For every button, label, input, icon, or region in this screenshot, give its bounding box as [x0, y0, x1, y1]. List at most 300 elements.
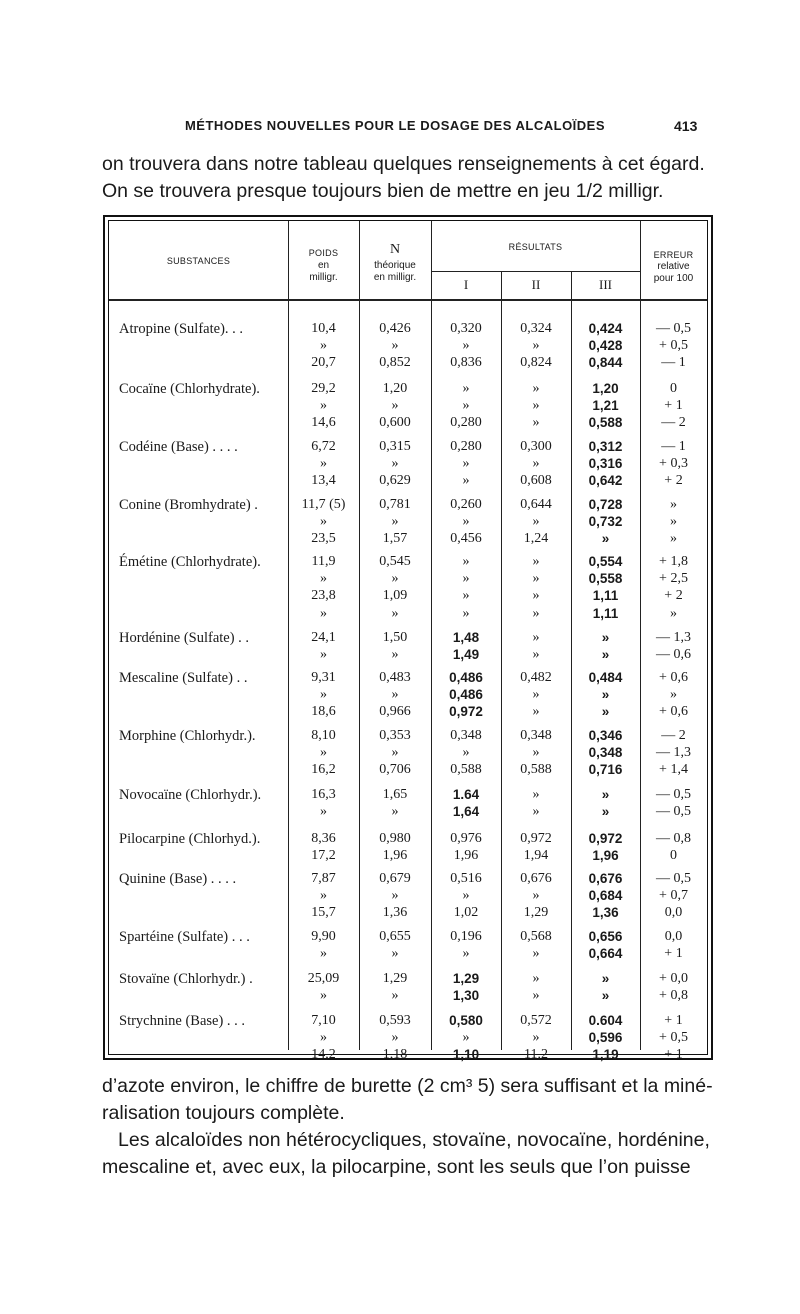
- table-cell: »: [320, 988, 327, 1004]
- table-cell: »: [462, 946, 470, 962]
- table-cell: 0,554: [588, 554, 623, 569]
- table-cell: 0,348: [450, 728, 482, 743]
- table-cell: 13,4: [311, 473, 336, 489]
- table-cell: 10,4: [311, 321, 336, 336]
- table-cell: 8,36: [311, 831, 336, 846]
- table-cell: + 1: [664, 946, 683, 962]
- table-row: [109, 456, 709, 473]
- table-row: [109, 728, 709, 745]
- table-cell: 1,96: [382, 848, 408, 864]
- table-cell: »: [532, 787, 540, 802]
- table-cell: »: [532, 647, 540, 663]
- header-result-1: I: [463, 277, 469, 292]
- running-header: [0, 118, 800, 138]
- table-row: [109, 630, 709, 647]
- table-cell: 0,196: [450, 929, 482, 944]
- table-cell: 0,484: [588, 670, 623, 685]
- table-cell: 15,7: [311, 905, 336, 921]
- table-cell: — 1: [661, 439, 686, 454]
- table-cell: 8,10: [311, 728, 336, 743]
- table-cell: »: [601, 787, 610, 802]
- header-n-unit: en milligr.: [373, 272, 417, 283]
- table-cell: 0,426: [379, 321, 411, 336]
- table-cell: 1,96: [592, 848, 619, 864]
- table-cell: 20,7: [311, 355, 336, 371]
- table-cell: 0: [670, 381, 677, 396]
- substance-name: Novocaïne (Chlorhydr.).: [119, 787, 262, 803]
- table-cell: 1,09: [382, 588, 408, 604]
- table-cell: »: [462, 514, 470, 530]
- table-cell: + 1: [664, 398, 683, 414]
- table-cell: 0,312: [588, 439, 623, 454]
- table-cell: 1,19: [592, 1047, 619, 1063]
- table-cell: + 0,5: [659, 1030, 688, 1046]
- table-row: [109, 804, 709, 821]
- table-cell: — 1,3: [656, 745, 691, 761]
- table-cell: 0,728: [588, 497, 623, 512]
- table-row: [109, 670, 709, 687]
- outro-line: d’azote environ, le chiffre de burette (2 cm³ 5) sera suffisant et la miné-: [102, 1075, 713, 1097]
- table-cell: 0,656: [588, 929, 623, 944]
- table-cell: 0,844: [588, 355, 623, 371]
- header-erreur-relative: relative: [657, 261, 690, 272]
- table-cell: 0,348: [588, 745, 623, 761]
- table-cell: 0,320: [450, 321, 482, 336]
- table-cell: »: [601, 630, 610, 645]
- table-row: [109, 497, 709, 514]
- table-cell: 0,588: [450, 762, 482, 778]
- table-cell: »: [462, 605, 470, 621]
- table-cell: 0: [670, 848, 677, 864]
- header-poids-en: en: [317, 260, 330, 271]
- table-row: [109, 831, 709, 848]
- table-cell: 0,679: [379, 871, 411, 886]
- table-cell: »: [320, 338, 327, 354]
- table-cell: 0,706: [379, 762, 411, 778]
- substance-name: Émétine (Chlorhydrate).: [119, 554, 261, 570]
- table-cell: »: [601, 804, 610, 820]
- table-cell: 1,48: [452, 630, 480, 645]
- table-cell: 0,976: [450, 831, 482, 846]
- table-cell: 0,664: [588, 946, 623, 962]
- table-cell: 0,280: [450, 439, 482, 454]
- table-row: [109, 1047, 709, 1064]
- table-cell: 0,324: [520, 321, 552, 336]
- substance-name: Stovaïne (Chlorhydr.) .: [119, 971, 253, 987]
- table-cell: 0,824: [520, 355, 552, 371]
- table-cell: + 0,6: [659, 670, 688, 685]
- table-cell: »: [601, 988, 610, 1004]
- table-cell: »: [670, 497, 677, 512]
- table-cell: »: [391, 988, 399, 1004]
- table-cell: »: [601, 647, 610, 663]
- table-cell: + 1: [664, 1047, 683, 1063]
- table-cell: »: [462, 398, 470, 414]
- table-cell: — 0,5: [656, 804, 691, 820]
- table-cell: »: [391, 605, 399, 621]
- table-cell: 1,29: [452, 971, 480, 986]
- table-cell: 1,65: [382, 787, 408, 802]
- table-cell: »: [320, 946, 327, 962]
- table-cell: »: [391, 1030, 399, 1046]
- table-cell: 0,516: [450, 871, 482, 886]
- table-cell: + 0,8: [659, 988, 688, 1004]
- table-cell: + 1,4: [659, 762, 688, 778]
- table-row: [109, 473, 709, 490]
- table-cell: »: [532, 571, 540, 587]
- table-cell: 0,972: [588, 831, 623, 846]
- table-cell: »: [532, 804, 540, 820]
- table-row: [109, 946, 709, 963]
- table-cell: 14,6: [311, 415, 336, 431]
- table-cell: »: [320, 687, 327, 703]
- table-cell: »: [532, 630, 540, 645]
- table-cell: 0,966: [379, 704, 411, 720]
- substance-name: Spartéine (Sulfate) . . .: [119, 929, 250, 945]
- table-cell: 25,09: [307, 971, 340, 986]
- table-cell: »: [532, 888, 540, 904]
- table-row: [109, 355, 709, 372]
- table-cell: »: [320, 745, 327, 761]
- table-inner-border: [108, 220, 708, 1063]
- table-cell: »: [462, 456, 470, 472]
- table-row: [109, 762, 709, 779]
- table-cell: »: [391, 946, 399, 962]
- table-cell: »: [462, 473, 470, 489]
- substance-name: Atropine (Sulfate). . .: [119, 321, 244, 337]
- table-cell: 0,972: [449, 704, 483, 720]
- table-cell: »: [532, 554, 540, 569]
- table-cell: »: [601, 687, 610, 703]
- table-cell: 18,6: [311, 704, 336, 720]
- table-cell: 0,482: [520, 670, 552, 685]
- table-row: [109, 871, 709, 888]
- table-cell: — 0,8: [656, 831, 691, 846]
- header-result-2: II: [531, 277, 541, 292]
- table-cell: 16,2: [311, 762, 336, 778]
- table-row: [109, 321, 709, 338]
- table-cell: 0,600: [379, 415, 411, 431]
- table-cell: 0,316: [588, 456, 623, 472]
- substance-name: Hordénine (Sulfate) . .: [119, 630, 250, 646]
- header-poids-unit: milligr.: [309, 272, 338, 283]
- table-cell: 0,676: [520, 871, 552, 886]
- table-cell: »: [532, 988, 540, 1004]
- table-cell: + 0,3: [659, 456, 688, 472]
- table-cell: »: [462, 888, 470, 904]
- table-cell: 0,836: [450, 355, 482, 371]
- table-cell: »: [462, 338, 470, 354]
- table-cell: »: [532, 338, 540, 354]
- substance-name: Strychnine (Base) . . .: [119, 1013, 246, 1029]
- table-cell: 0,568: [520, 929, 552, 944]
- table-cell: »: [391, 888, 399, 904]
- table-cell: + 1: [664, 1013, 683, 1028]
- substance-name: Cocaïne (Chlorhydrate).: [119, 381, 260, 397]
- table-cell: 1,29: [382, 971, 408, 986]
- table-cell: 1,36: [592, 905, 619, 921]
- table-cell: 0,260: [450, 497, 482, 512]
- table-cell: 0,972: [520, 831, 552, 846]
- table-cell: »: [391, 647, 399, 663]
- table-cell: 0,644: [520, 497, 552, 512]
- table-cell: »: [391, 804, 399, 820]
- table-row: [109, 606, 709, 623]
- table-cell: »: [532, 946, 540, 962]
- table-row: [109, 571, 709, 588]
- table-cell: 0,716: [588, 762, 623, 778]
- table-cell: 0,980: [379, 831, 411, 846]
- running-title: MÉTHODES NOUVELLES POUR LE DOSAGE DES ALCALOÏDES: [184, 118, 606, 133]
- table-cell: »: [532, 456, 540, 472]
- table-cell: + 0,6: [659, 704, 688, 720]
- table-row: [109, 929, 709, 946]
- table-cell: 29,2: [311, 381, 336, 396]
- table-row: [109, 554, 709, 571]
- table-cell: »: [320, 398, 327, 414]
- table-cell: 0,732: [588, 514, 623, 530]
- header-erreur-pour-100: pour 100: [653, 273, 694, 284]
- header-n-theorique: théorique: [374, 260, 416, 271]
- table-cell: 1,64: [452, 804, 480, 820]
- table-cell: 17,2: [311, 848, 336, 864]
- table-cell: »: [320, 804, 327, 820]
- table-cell: 23,5: [311, 531, 336, 547]
- substance-name: Morphine (Chlorhydr.).: [119, 728, 256, 744]
- table-cell: »: [670, 687, 677, 703]
- table-cell: 1,49: [452, 647, 480, 663]
- table-cell: »: [462, 571, 470, 587]
- table-cell: — 1: [661, 355, 686, 371]
- table-cell: »: [391, 745, 399, 761]
- table-cell: — 1,3: [656, 630, 691, 645]
- table-row: [109, 588, 709, 605]
- table-row: [109, 745, 709, 762]
- table-cell: 0,486: [449, 670, 483, 685]
- table-cell: »: [320, 456, 327, 472]
- table-cell: 0,781: [379, 497, 411, 512]
- table-cell: 0,346: [588, 728, 623, 743]
- table-row: [109, 787, 709, 804]
- table-row: [109, 848, 709, 865]
- table-cell: 16,3: [311, 787, 336, 802]
- table-row: [109, 415, 709, 432]
- substance-name: Pilocarpine (Chlorhyd.).: [119, 831, 261, 847]
- table-cell: 1,96: [453, 848, 479, 864]
- table-cell: 0,596: [588, 1030, 623, 1046]
- table-cell: »: [532, 704, 540, 720]
- table-row: [109, 971, 709, 988]
- table-cell: 0,655: [379, 929, 411, 944]
- table-cell: 1,94: [523, 848, 549, 864]
- table-cell: 1.64: [452, 787, 480, 802]
- table-cell: 0.604: [588, 1013, 623, 1028]
- table-cell: + 2: [664, 473, 683, 489]
- substance-name: Quinine (Base) . . . .: [119, 871, 237, 887]
- table-cell: 1,50: [382, 630, 408, 645]
- header-result-3: III: [599, 277, 612, 292]
- table-cell: 14,2: [311, 1047, 336, 1063]
- table-cell: + 2: [664, 588, 683, 604]
- table-cell: »: [532, 1030, 540, 1046]
- table-cell: »: [601, 531, 610, 547]
- table-cell: 0,428: [588, 338, 623, 354]
- table-cell: »: [462, 554, 470, 569]
- table-cell: 0,348: [520, 728, 552, 743]
- table-cell: »: [670, 531, 677, 547]
- table-cell: 1,02: [453, 905, 479, 921]
- table-cell: 0,629: [379, 473, 411, 489]
- table-row: [109, 687, 709, 704]
- table-cell: 1,18: [382, 1047, 408, 1063]
- header-substances: SUBSTANCES: [166, 256, 231, 266]
- table-cell: »: [320, 647, 327, 663]
- substance-name: Codéine (Base) . . . .: [119, 439, 238, 455]
- table-cell: »: [391, 338, 399, 354]
- table-row: [109, 1030, 709, 1047]
- table-cell: 1,10: [452, 1047, 480, 1063]
- table-cell: »: [391, 571, 399, 587]
- table-cell: 0,483: [379, 670, 411, 685]
- table-cell: »: [391, 398, 399, 414]
- table-cell: »: [532, 415, 540, 431]
- table-cell: »: [532, 588, 540, 604]
- table-row: [109, 1013, 709, 1030]
- table-cell: 0,572: [520, 1013, 552, 1028]
- table-row: [109, 439, 709, 456]
- table-cell: 0,280: [450, 415, 482, 431]
- table-cell: 0,424: [588, 321, 623, 336]
- table-cell: »: [462, 381, 470, 396]
- table-cell: »: [601, 704, 610, 720]
- outro-line: mescaline et, avec eux, la pilocarpine, sont les seuls que l’on puisse: [102, 1156, 691, 1178]
- table-cell: »: [391, 687, 399, 703]
- table-cell: — 2: [661, 415, 686, 431]
- table-cell: + 0,5: [659, 338, 688, 354]
- table-cell: »: [532, 381, 540, 396]
- table-cell: 0,353: [379, 728, 411, 743]
- table-cell: 1,11: [592, 605, 619, 621]
- table-cell: 0,676: [588, 871, 623, 886]
- intro-line: On se trouvera presque toujours bien de mettre en jeu 1/2 milligr.: [102, 180, 664, 202]
- table-cell: 0,608: [520, 473, 552, 489]
- table-cell: — 0,5: [656, 871, 691, 886]
- table-cell: 1,11: [592, 588, 619, 604]
- table-cell: »: [532, 745, 540, 761]
- table-cell: 0,545: [379, 554, 411, 569]
- table-cell: 1,24: [523, 531, 549, 547]
- table-cell: 0,0: [664, 905, 683, 921]
- table-cell: 9,90: [311, 929, 336, 944]
- table-cell: »: [391, 514, 399, 530]
- table-cell: »: [532, 514, 540, 530]
- table-cell: 0,642: [588, 473, 623, 489]
- table-cell: 9,31: [311, 670, 336, 685]
- table-row: [109, 704, 709, 721]
- table-row: [109, 531, 709, 548]
- table-cell: 0,315: [379, 439, 411, 454]
- table-cell: + 2,5: [659, 571, 688, 587]
- table-cell: 24,1: [311, 630, 336, 645]
- table-cell: »: [462, 588, 470, 604]
- table-cell: »: [391, 456, 399, 472]
- table-cell: »: [532, 605, 540, 621]
- table-cell: 0,684: [588, 888, 623, 904]
- table-cell: »: [320, 1030, 327, 1046]
- table-cell: — 0,6: [656, 647, 691, 663]
- table-cell: »: [601, 971, 610, 986]
- table-cell: 1,20: [592, 381, 619, 396]
- table-row: [109, 514, 709, 531]
- table-cell: 1,29: [523, 905, 549, 921]
- table-cell: »: [532, 971, 540, 986]
- table-row: [109, 647, 709, 664]
- table-cell: 11,2: [524, 1047, 548, 1063]
- table-cell: 0,593: [379, 1013, 411, 1028]
- table-cell: 1,36: [382, 905, 408, 921]
- page-number: 413: [674, 118, 698, 134]
- outro-paragraph: [102, 1073, 714, 1181]
- table-row: [109, 905, 709, 922]
- table-row: [109, 338, 709, 355]
- table-cell: — 2: [661, 728, 686, 743]
- table-cell: — 0,5: [656, 321, 691, 336]
- table-cell: »: [462, 745, 470, 761]
- header-erreur: ERREUR: [653, 250, 694, 260]
- table-cell: »: [670, 514, 677, 530]
- table-cell: 7,87: [311, 871, 336, 886]
- table-cell: 0,558: [588, 571, 623, 587]
- table-cell: »: [532, 687, 540, 703]
- header-poids: POIDS: [308, 248, 339, 258]
- table-row: [109, 381, 709, 398]
- table-cell: + 0,0: [659, 971, 688, 986]
- table-cell: 1,21: [592, 398, 619, 414]
- table-cell: 0,588: [588, 415, 623, 431]
- substance-name: Conine (Bromhydrate) .: [119, 497, 258, 513]
- table-cell: + 1,8: [659, 554, 688, 569]
- table-cell: 0,852: [379, 355, 411, 371]
- header-resultats: RÉSULTATS: [508, 242, 563, 252]
- table-cell: 0,456: [450, 531, 482, 547]
- table-cell: 0,0: [664, 929, 683, 944]
- table-cell: »: [462, 1030, 470, 1046]
- header-n: N: [389, 242, 401, 257]
- table-cell: 6,72: [311, 439, 336, 454]
- table-cell: + 0,7: [659, 888, 688, 904]
- outro-line: ralisation toujours complète.: [102, 1102, 345, 1124]
- table-cell: — 0,5: [656, 787, 691, 802]
- table-cell: 1,20: [382, 381, 408, 396]
- intro-paragraph: [102, 151, 712, 205]
- table-cell: »: [320, 605, 327, 621]
- table-cell: 0,300: [520, 439, 552, 454]
- table-cell: »: [670, 605, 677, 621]
- substance-name: Mescaline (Sulfate) . .: [119, 670, 248, 686]
- table-row: [109, 988, 709, 1005]
- table-cell: 11,7 (5): [301, 497, 346, 512]
- intro-line: on trouvera dans notre tableau quelques renseignements à cet égard.: [102, 153, 705, 175]
- table-row: [109, 888, 709, 905]
- outro-line: Les alcaloïdes non hétérocycliques, stovaïne, novocaïne, hordénine,: [118, 1129, 710, 1151]
- table-cell: 0,486: [449, 687, 483, 703]
- table-cell: 11,9: [311, 554, 336, 569]
- table-cell: »: [320, 571, 327, 587]
- table-cell: »: [320, 888, 327, 904]
- table-cell: »: [532, 398, 540, 414]
- table-cell: 1,57: [382, 531, 408, 547]
- table-cell: 7,10: [311, 1013, 336, 1028]
